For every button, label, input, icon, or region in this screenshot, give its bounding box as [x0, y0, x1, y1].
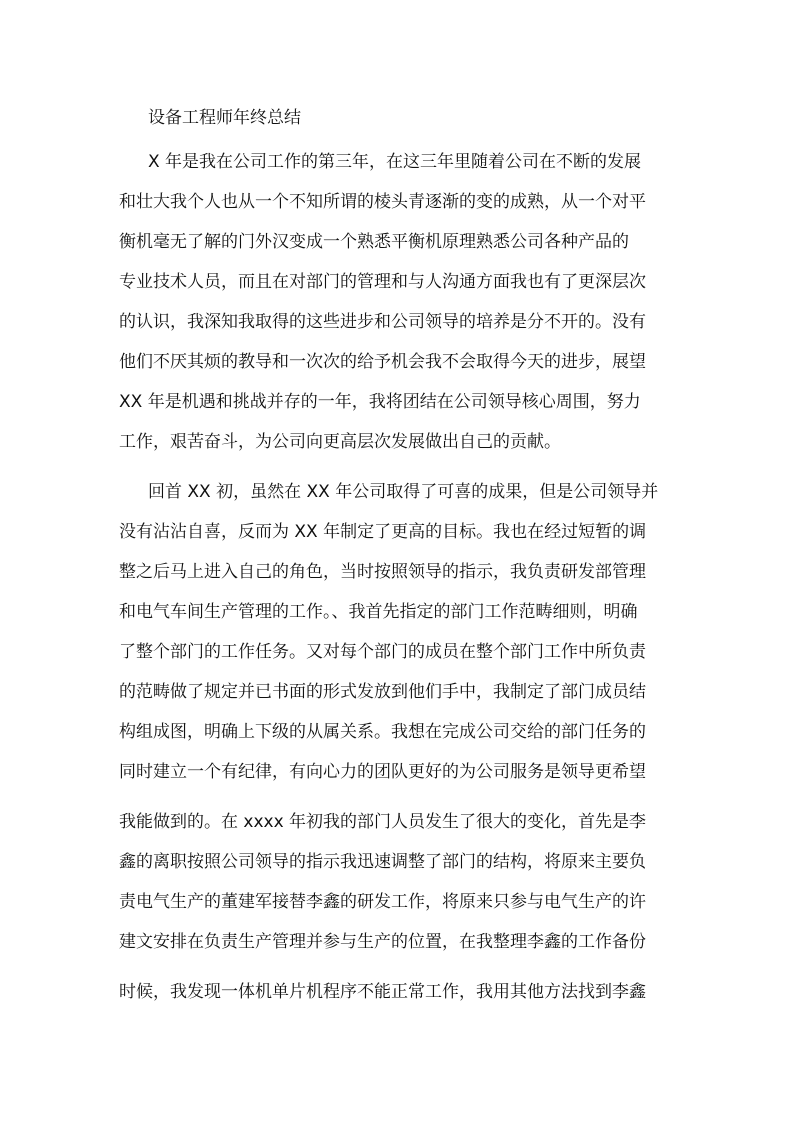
- paragraph-line: 和电气车间生产管理的工作。、我首先指定的部门工作范畴细则，明确: [119, 602, 638, 622]
- paragraph-line: 专业技术人员，而且在对部门的管理和与人沟通方面我也有了更深层次: [119, 272, 646, 292]
- paragraph-line: 鑫的离职按照公司领导的指示我迅速调整了部门的结构，将原来主要负: [119, 852, 646, 872]
- paragraph-line: 时候，我发现一体机单片机程序不能正常工作，我用其他方法找到李鑫: [119, 982, 646, 1002]
- paragraph-line: 整之后马上进入自己的角色，当时按照领导的指示，我负责研发部管理: [119, 562, 646, 582]
- paragraph-line: 同时建立一个有纪律，有向心力的团队更好的为公司服务是领导更希望: [119, 762, 646, 782]
- paragraph-line: XX 年是机遇和挑战并存的一年，我将团结在公司领导核心周围，努力: [119, 392, 641, 412]
- paragraph-line: X 年是我在公司工作的第三年，在这三年里随着公司在不断的发展: [148, 152, 642, 172]
- document-title: 设备工程师年终总结: [148, 108, 301, 128]
- paragraph-line: 构组成图，明确上下级的从属关系。我想在完成公司交给的部门任务的: [119, 722, 646, 742]
- paragraph-line: 我能做到的。在 xxxx 年初我的部门人员发生了很大的变化，首先是李: [119, 812, 647, 832]
- paragraph-line: 回首 XX 初，虽然在 XX 年公司取得了可喜的成果，但是公司领导并: [148, 482, 659, 502]
- paragraph-line: 他们不厌其烦的教导和一次次的给予机会我不会取得今天的进步，展望: [119, 352, 646, 372]
- paragraph-line: 责电气生产的董建军接替李鑫的研发工作，将原来只参与电气生产的许: [119, 892, 646, 912]
- paragraph-line: 建文安排在负责生产管理并参与生产的位置，在我整理李鑫的工作备份: [119, 932, 646, 952]
- paragraph-line: 的范畴做了规定并已书面的形式发放到他们手中，我制定了部门成员结: [119, 682, 646, 702]
- paragraph-line: 和壮大我个人也从一个不知所谓的棱头青逐渐的变的成熟，从一个对平: [119, 192, 646, 212]
- paragraph-line: 衡机毫无了解的门外汉变成一个熟悉平衡机原理熟悉公司各种产品的: [119, 232, 629, 252]
- paragraph-line: 了整个部门的工作任务。又对每个部门的成员在整个部门工作中所负责: [119, 642, 646, 662]
- paragraph-line: 工作，艰苦奋斗，为公司向更高层次发展做出自己的贡献。: [119, 432, 561, 452]
- paragraph-line: 的认识，我深知我取得的这些进步和公司领导的培养是分不开的。没有: [119, 312, 646, 332]
- paragraph-line: 没有沾沾自喜，反而为 XX 年制定了更高的目标。我也在经过短暂的调: [119, 522, 647, 542]
